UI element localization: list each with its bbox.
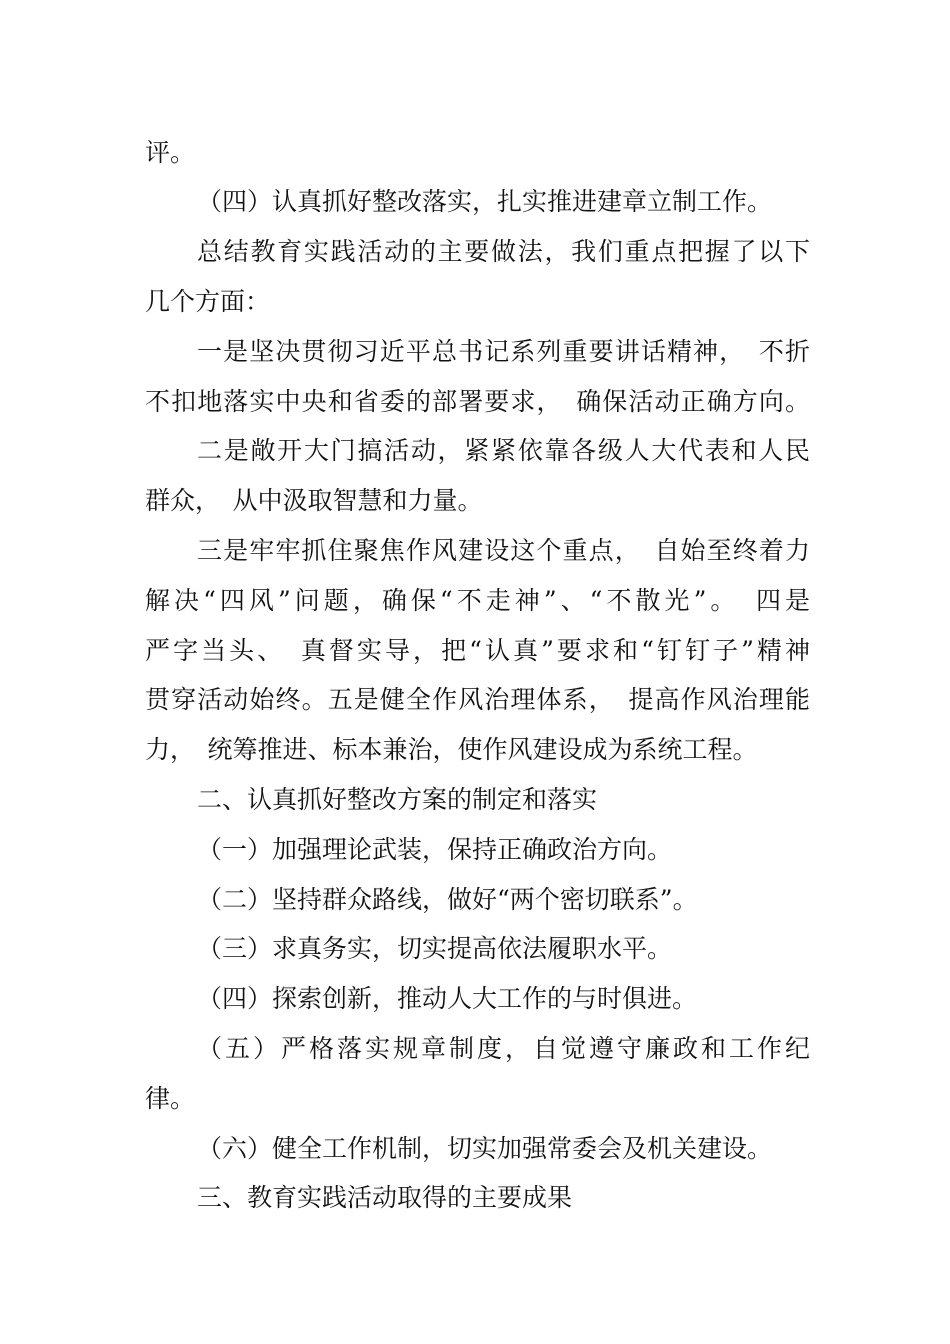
text-line: （二）坚持群众路线，做好“两个密切联系”。 — [197, 885, 698, 914]
text-line: 不扣地落实中央和省委的部署要求， 确保活动正确方向。 — [145, 387, 810, 416]
text-line: 律。 — [145, 1084, 196, 1113]
text-line: 严字当头、 真督实导，把“认真”要求和“钉钉子”精神 — [145, 636, 810, 665]
section-heading: 三、教育实践活动取得的主要成果 — [197, 1183, 573, 1212]
text-line: 评。 — [145, 138, 196, 167]
text-line: （三）求真务实，切实提高依法履职水平。 — [197, 934, 673, 963]
text-line: 一是坚决贯彻习近平总书记系列重要讲话精神， 不折 — [197, 337, 810, 366]
text-line: （一）加强理论武装，保持正确政治方向。 — [197, 835, 673, 864]
text-line: （五）严格落实规章制度，自觉遵守廉政和工作纪 — [197, 1034, 810, 1063]
text-line: 总结教育实践活动的主要做法，我们重点把握了以下 — [197, 237, 810, 266]
text-line: 二是敞开大门搞活动，紧紧依靠各级人大代表和人民 — [197, 436, 810, 465]
text-line: 几个方面： — [145, 287, 271, 316]
section-heading: 二、认真抓好整改方案的制定和落实 — [197, 785, 598, 814]
text-line: （四）认真抓好整改落实，扎实推进建章立制工作。 — [197, 187, 773, 216]
text-line: 解决“四风”问题，确保“不走神”、“不散光”。 四是 — [145, 586, 810, 615]
text-line: （四）探索创新，推动人大工作的与时俱进。 — [197, 984, 698, 1013]
text-line: 三是牢牢抓住聚焦作风建设这个重点， 自始至终着力 — [197, 536, 810, 565]
text-line: 力， 统筹推进、标本兼治，使作风建设成为系统工程。 — [145, 735, 758, 764]
text-line: 贯穿活动始终。五是健全作风治理体系， 提高作风治理能 — [145, 685, 810, 714]
text-line: 群众， 从中汲取智慧和力量。 — [145, 486, 483, 515]
text-line: （六）健全工作机制，切实加强常委会及机关建设。 — [197, 1134, 773, 1163]
